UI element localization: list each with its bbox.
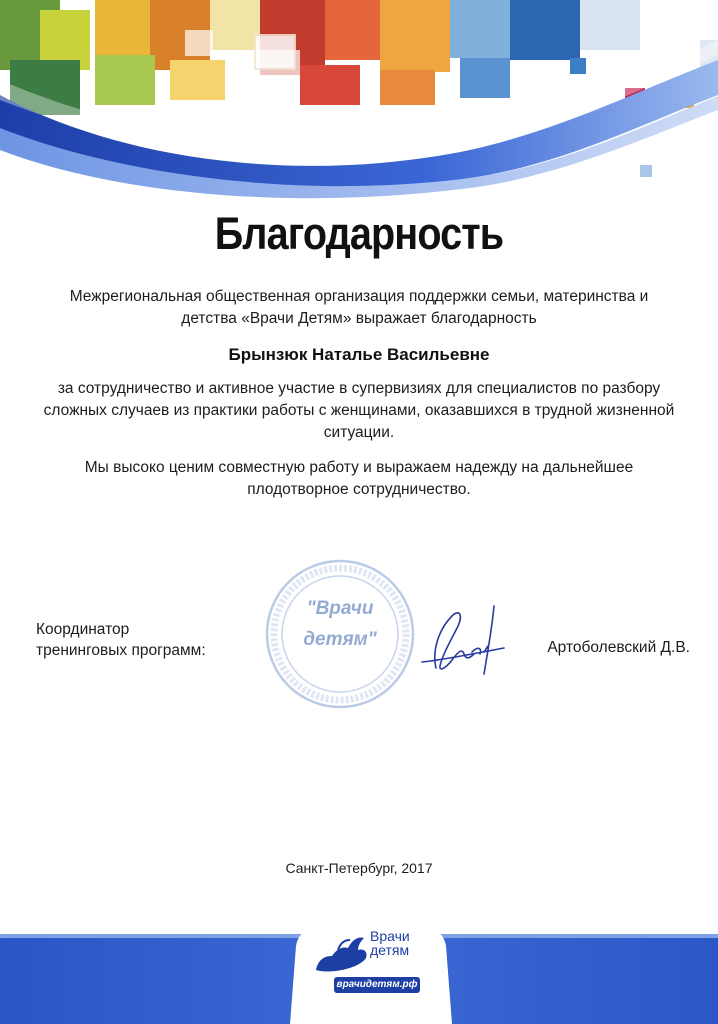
- reason-text: за сотрудничество и активное участие в супервизиях для специалистов по разбору сложных случаев из практики работы с женщинами, оказавшихся в трудной жизненной ситуации.: [43, 380, 675, 441]
- logo-hands-icon: [312, 930, 370, 974]
- stamp-text-line2: детям": [303, 629, 377, 650]
- logo-brand: [370, 929, 440, 957]
- signatory-role: [36, 619, 276, 661]
- header-decoration: [0, 0, 718, 200]
- recipient-name: Брынзюк Наталье Васильевне: [228, 345, 490, 364]
- signatory-role-line1: Координатор: [36, 621, 130, 638]
- signatory-role-line2: тренинговых программ:: [36, 642, 206, 659]
- appreciation-text: Мы высоко ценим совместную работу и выражаем надежду на дальнейшее плодотворное сотрудничество.: [84, 459, 634, 498]
- signatory-name: Артоболевский Д.В.: [547, 639, 690, 656]
- logo-url-badge: врачидетям.рф: [334, 977, 420, 993]
- place-date: Санкт-Петербург, 2017: [285, 860, 433, 876]
- logo-brand-line1: Врачи: [370, 928, 410, 944]
- logo-brand-line2: детям: [370, 942, 410, 958]
- page-title: Благодарность: [214, 208, 504, 259]
- organization-text: Межрегиональная общественная организация поддержки семьи, материнства и детства «Врачи Детям» выражает благодарность: [69, 288, 649, 327]
- stamp-text-line1: "Врачи: [306, 598, 374, 619]
